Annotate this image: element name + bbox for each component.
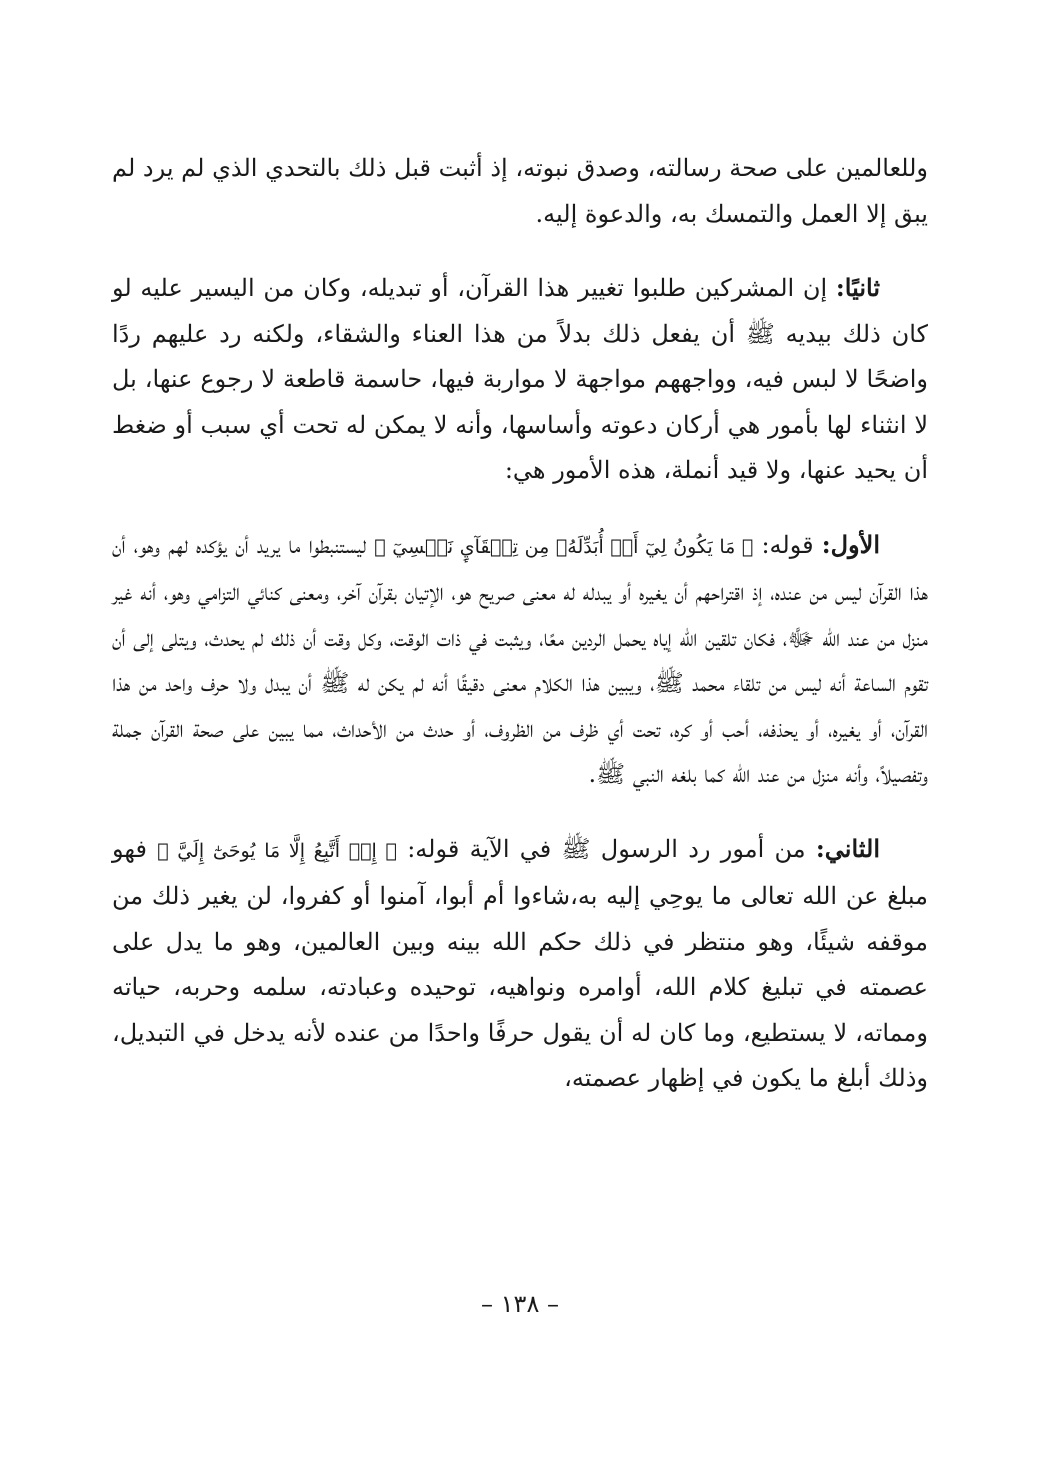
paragraph-continuation bbox=[112, 146, 928, 237]
paragraph-lead: الأول: bbox=[821, 529, 880, 559]
paragraph-text: ليستنبطوا ما يريد أن يؤكده لهم وهو، أن هذا القرآن ليس من عنده، إذ اقتراحهم أن يغيره أو يبدله له معنى صريح هو، الإتيان بقرآن آخر، ومعنى كنائي التزامي وهو، أنه غير منزل من عند الله ﷻ، فكان تلقين الله إياه يحمل الردين معًا، ويثبت في ذات الوقت، وكل وقت أن ذلك لم يحدث، ويتلى إلى أن تقوم الساعة أنه ليس من تلقاء محمد ﷺ، ويبين هذا الكلام معنى دقيقًا أنه لم يكن له ﷺ أن يبدل ولا حرف واحد من هذا القرآن، أو يغيره، أو يحذفه، أحب أو كره، تحت أي ظرف من الظروف، أو حدث من الأحداث، مما يبين على صحة القرآن جملة وتفصيلاً، وأنه منزل من عند الله كما بلغه النبي ﷺ. bbox=[112, 530, 928, 788]
paragraph-text: فهو مبلغ عن الله تعالى ما يوحِي إليه به،شاءوا أم أبوا، آمنوا أو كفروا، لن يغير ذلك من موقفه شيئًا، وهو منتظر في ذلك حكم الله بينه وبين العالمين، وهو ما يدل على عصمته في تبليغ كلام الله، أوامره ونواهيه، توحيده وعبادته، سلمه وحربه، حياته ومماته، لا يستطيع، وما كان له أن يقول حرفًا واحدًا من عنده لأنه يدخل في التبديل، وذلك أبلغ ما يكون في إظهار عصمته، bbox=[112, 834, 929, 1092]
paragraph-intro: من أمور رد الرسول ﷺ في الآية قوله: bbox=[396, 834, 816, 863]
paragraph-intro: قوله: bbox=[753, 530, 822, 559]
quran-verse: ﴿ إِنۡ أَتَّبِعُ إِلَّا مَا يُوحَىٰٓ إِلَيَّ ﴾ bbox=[157, 839, 397, 862]
body-text bbox=[112, 146, 928, 1130]
paragraph-secondly bbox=[112, 265, 928, 494]
page-number: – ١٣٨ – bbox=[481, 1290, 559, 1318]
quran-verse: ﴿ مَا يَكُونُ لِيٓ أَنۡ أُبَدِّلَهُۥ مِن تِلۡقَآيِٕ نَفۡسِيٓ ﴾ bbox=[374, 535, 754, 558]
paragraph-lead: الثاني: bbox=[815, 833, 880, 863]
paragraph-text: وللعالمين على صحة رسالته، وصدق نبوته، إذ أثبت قبل ذلك بالتحدي الذي لم يرد لم يبق إلا العمل والتمسك به، والدعوة إليه. bbox=[112, 154, 928, 228]
paragraph-text: إن المشركين طلبوا تغيير هذا القرآن، أو تبديله، وكان من اليسير عليه لو كان ذلك بيديه ﷺ أن يفعل ذلك بدلاً من هذا العناء والشقاء، ولكنه رد عليهم ردًا واضحًا لا لبس فيه، وواجههم مواجهة لا مواربة فيها، حاسمة قاطعة لا رجوع عنها، بل لا انثناء لها بأمور هي أركان دعوته وأساسها، وأنه لا يمكن له تحت أي سبب أو ضغط أن يحيد عنها، ولا قيد أنملة، هذه الأمور هي: bbox=[112, 274, 928, 484]
paragraph-first-point bbox=[112, 522, 928, 798]
paragraph-second-point bbox=[112, 826, 928, 1102]
paragraph-lead: ثانيًا: bbox=[835, 273, 880, 302]
